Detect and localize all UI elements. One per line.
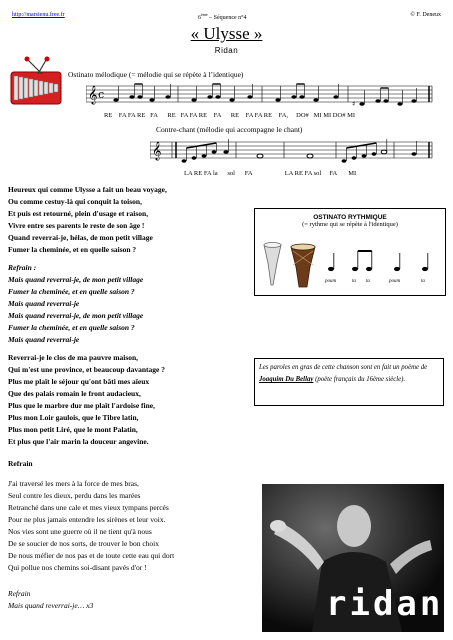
header-author: © F. Deneux — [410, 12, 441, 18]
svg-text:♯: ♯ — [352, 100, 356, 108]
lyric-line: Ou comme cestuy-là qui conquit la toison, — [8, 197, 142, 206]
class-number: 6 — [198, 15, 201, 21]
title-text: « Ulysse » — [190, 24, 263, 43]
lyric-line: Mais quand reverrai-je, de mon petit village — [8, 311, 144, 320]
lyrics-note-box — [254, 358, 444, 406]
glockenspiel-image — [8, 56, 64, 114]
refrain-3 — [8, 588, 93, 612]
lyric-line: Retranché dans une cale et mes vieux tympans percés — [8, 503, 169, 512]
rhythm-box-subtitle: (= rythme qui se répète à l'identique) — [302, 221, 398, 228]
lyric-line: Fumer la cheminée, et en quelle saison ? — [8, 287, 135, 296]
note-text: Les paroles en gras de cette chanson sont en fait un poème de — [259, 364, 428, 371]
lyric-line: Et plus que l'air marin la douceur angevine. — [8, 437, 149, 446]
header-link[interactable]: http://marsienu.free.fr — [12, 12, 65, 18]
lyric-line: Plus mon Loir gaulois, que le Tibre latin, — [8, 413, 139, 422]
lyric-line: Que des palais romain le front audacieux, — [8, 389, 141, 398]
artist-photo — [262, 484, 444, 632]
verse-2 — [8, 352, 165, 448]
class-sup: ème — [201, 12, 208, 17]
lyric-line: Qui m'est une province, et beaucoup davantage ? — [8, 365, 165, 374]
rhythm-syllable: ta — [366, 279, 370, 284]
ostinato-note-names: RE FA FA RE FA RE FA FA RE FA RE FA FA RE FA, DO# MI MI DO# MI — [104, 112, 356, 119]
verse-3 — [8, 478, 174, 574]
poet-name: Joaquim Du Bellay — [259, 376, 314, 383]
ridan-logo: ridan — [326, 584, 444, 624]
rhythm-syllable: ta — [352, 279, 356, 284]
contrechant-label: Contre-chant (mélodie qui accompagne le chant) — [156, 125, 303, 134]
lyric-line: Mais quand reverrai-je, de mon petit village — [8, 275, 144, 284]
lyric-line: Reverrai-je le clos de ma pauvre maison, — [8, 353, 139, 362]
page-title — [0, 24, 453, 44]
ostinato-staff — [86, 80, 434, 110]
contrechant-staff — [150, 134, 434, 168]
rhythm-syllable: poum — [325, 279, 337, 284]
lyric-line: Nos vies sont une guerre où il ne tient qu'à nous — [8, 527, 152, 536]
lyric-line: De nous méfier de nos pas et de toute cette eau qui dort — [8, 551, 175, 560]
sequence-text: – Séquence n°4 — [207, 15, 247, 21]
verse-1 — [8, 184, 167, 256]
lyric-line: Vivre entre ses parents le reste de son âge ! — [8, 221, 145, 230]
lyric-line: Mais quand reverrai-je… x3 — [8, 601, 94, 610]
refrain-2: Refrain — [8, 459, 33, 468]
lyric-line: De se soucier de nos sorts, de trouver le bon choix — [8, 539, 160, 548]
ostinato-label: Ostinato mélodique (= mélodie qui se répète à l’identique) — [68, 70, 244, 79]
lyric-line: J'ai traversé les mers à la force de mes bras, — [8, 479, 139, 488]
page-subtitle: Ridan — [214, 46, 239, 55]
lyric-line: Plus me plaît le séjour qu'ont bâti mes aïeux — [8, 377, 150, 386]
lyric-line: Mais quand reverrai-je — [8, 335, 80, 344]
note-text: (poète français du 16ème siècle). — [313, 376, 406, 383]
lyric-line: Seul contre les dieux, perdu dans les marées — [8, 491, 141, 500]
svg-text:c: c — [98, 88, 105, 101]
rhythm-notes — [325, 245, 440, 275]
lyric-line: Plus que le marbre dur me plaît l'ardoise fine, — [8, 401, 156, 410]
refrain-heading: Refrain — [8, 589, 31, 598]
svg-text:𝄞: 𝄞 — [88, 85, 98, 104]
rhythm-box — [254, 208, 446, 296]
lyric-line: Mais quand reverrai-je — [8, 299, 80, 308]
refrain-1 — [8, 262, 143, 346]
lyric-line: Heureux qui comme Ulysse a fait un beau voyage, — [8, 185, 167, 194]
rhythm-syllable: poum — [389, 279, 401, 284]
refrain-heading: Refrain : — [8, 263, 37, 272]
lyric-line: Fumer la cheminée, et en quelle saison ? — [8, 323, 135, 332]
lyric-line: Fumer la cheminée, et en quelle saison ? — [8, 245, 137, 254]
lyric-line: Plus mon petit Liré, que le mont Palatin, — [8, 425, 138, 434]
lyric-line: Qui pollue nos chemins soi-disant pavés d'or ! — [8, 563, 147, 572]
contrechant-note-names: LA RE FA la sol FA LA RE FA sol FA MI — [184, 170, 357, 177]
lyric-line: Quand reverrai-je, hélas, de mon petit village — [8, 233, 153, 242]
drums-image — [261, 241, 321, 291]
lyric-line: Pour ne plus jamais entendre les sirènes et leur voix. — [8, 515, 166, 524]
header-sequence — [198, 12, 247, 21]
rhythm-box-title: OSTINATO RYTHMIQUE — [313, 214, 387, 221]
svg-text:𝄞: 𝄞 — [152, 141, 162, 160]
rhythm-syllable: ta — [421, 279, 425, 284]
lyric-line: Et puis est retourné, plein d'usage et raison, — [8, 209, 149, 218]
